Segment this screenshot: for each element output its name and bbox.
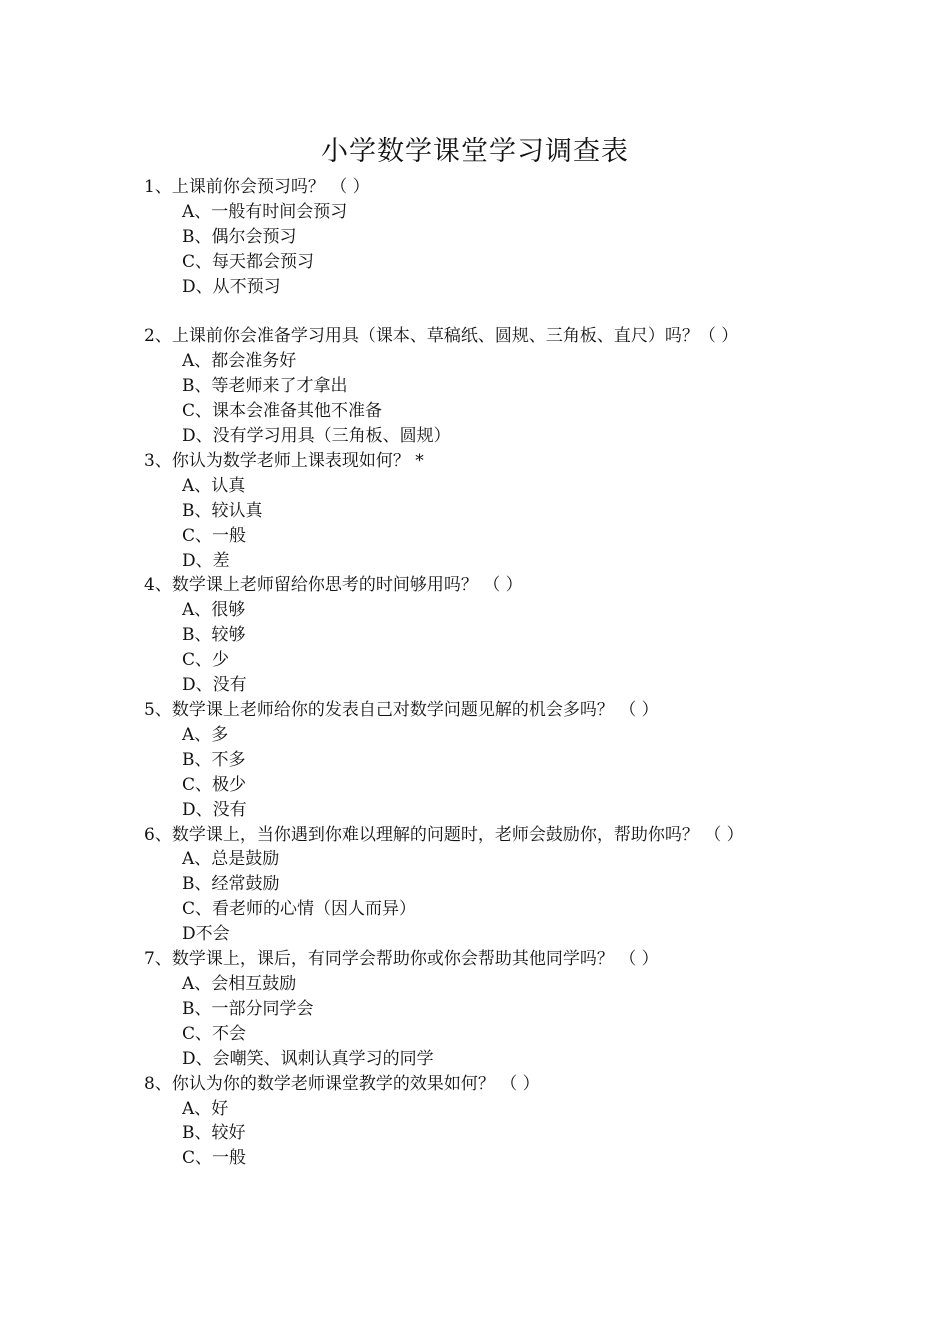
option-a: A、好	[182, 1098, 229, 1119]
question-list	[144, 175, 812, 1171]
option-a: A、一般有时间会预习	[182, 201, 348, 222]
option-b: B、较认真	[182, 500, 263, 521]
option-a: A、总是鼓励	[182, 849, 280, 870]
option-b: B、不多	[182, 749, 246, 770]
option-a: A、会相互鼓励	[182, 973, 297, 994]
option-c: C、不会	[182, 1023, 247, 1044]
option-c: C、极少	[182, 774, 247, 795]
option-d: D不会	[182, 924, 230, 945]
option-b: B、偶尔会预习	[182, 226, 297, 247]
option-c: C、课本会准备其他不准备	[182, 401, 383, 422]
question-6	[144, 823, 812, 948]
question-text: 8、你认为你的数学老师课堂教学的效果如何？ （ ）	[144, 1073, 540, 1094]
page-title: 小学数学课堂学习调查表	[321, 136, 629, 167]
option-c: C、一般	[182, 1148, 247, 1169]
question-text: 5、数学课上老师给你的发表自己对数学问题见解的机会多吗？ （ ）	[144, 700, 659, 721]
option-a: A、认真	[182, 475, 246, 496]
question-5	[144, 698, 812, 823]
question-4	[144, 573, 812, 698]
option-b: B、较好	[182, 1123, 246, 1144]
option-b: B、较够	[182, 625, 246, 646]
option-d: D、会嘲笑、讽刺认真学习的同学	[182, 1048, 434, 1069]
option-d: D、没有学习用具（三角板、圆规）	[182, 426, 451, 447]
question-text: 3、你认为数学老师上课表现如何？ *	[144, 450, 424, 471]
option-d: D、差	[182, 550, 230, 571]
option-a: A、很够	[182, 600, 246, 621]
option-b: B、经常鼓励	[182, 874, 280, 895]
question-7	[144, 947, 812, 1072]
question-2	[144, 324, 812, 449]
question-text: 6、数学课上，当你遇到你难以理解的问题时，老师会鼓励你，帮助你吗？ （ ）	[144, 824, 744, 845]
question-8	[144, 1072, 812, 1172]
option-d: D、没有	[182, 675, 247, 696]
question-3	[144, 449, 812, 574]
option-c: C、每天都会预习	[182, 251, 315, 272]
question-text: 7、数学课上，课后，有同学会帮助你或你会帮助其他同学吗？ （ ）	[144, 949, 659, 970]
question-text: 1、上课前你会预习吗？ （ ）	[144, 177, 370, 197]
option-b: B、一部分同学会	[182, 998, 314, 1019]
option-b: B、等老师来了才拿出	[182, 376, 348, 397]
spacer	[144, 300, 812, 325]
option-a: A、多	[182, 724, 229, 745]
question-text: 2、上课前你会准备学习用具（课本、草稿纸、圆规、三角板、直尺）吗？（ ）	[144, 326, 739, 347]
option-d: D、从不预习	[182, 276, 281, 297]
option-c: C、一般	[182, 525, 247, 546]
option-c: C、看老师的心情（因人而异）	[182, 899, 417, 920]
option-a: A、都会准务好	[182, 351, 297, 372]
question-text: 4、数学课上老师留给你思考的时间够用吗？ （ ）	[144, 575, 523, 596]
question-1	[144, 175, 812, 324]
option-c: C、少	[182, 650, 230, 671]
option-d: D、没有	[182, 799, 247, 820]
